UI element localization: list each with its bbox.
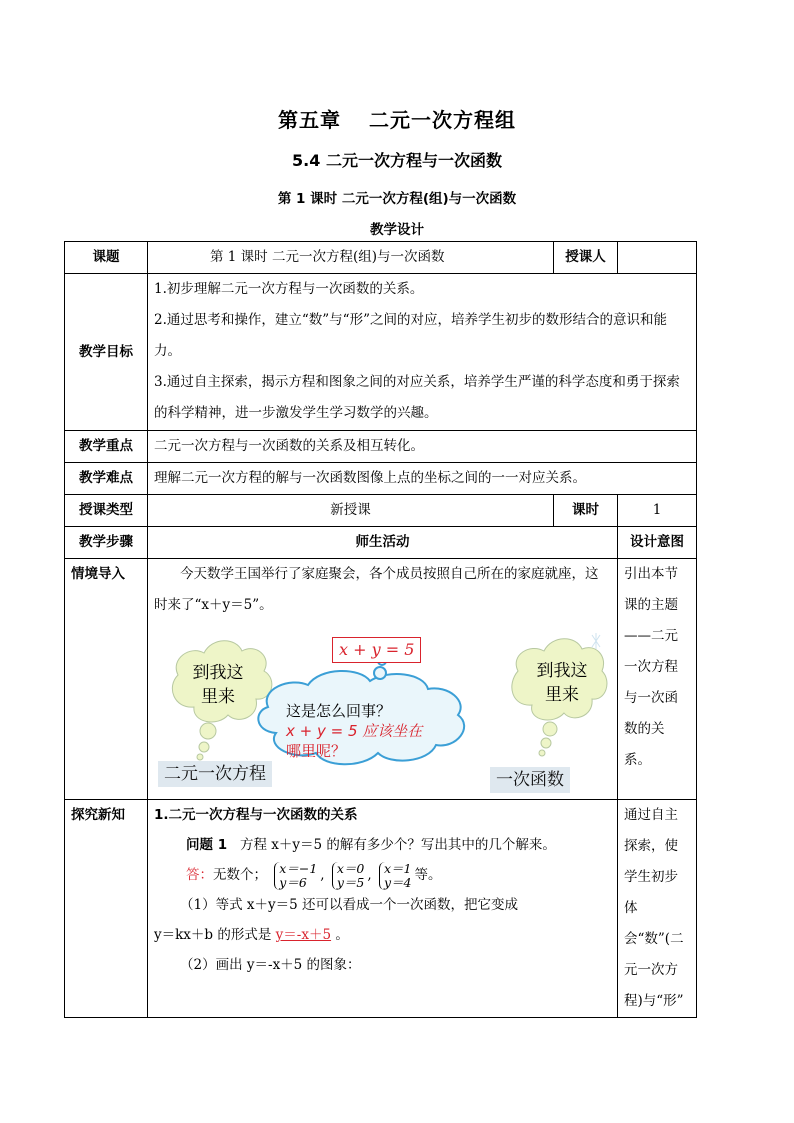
type-label: 授课类型 xyxy=(65,495,148,527)
answer-1: 答：无数个； x＝−1 y＝6 , x＝0 y＝5 , x＝1 y＝4 等。 xyxy=(186,860,442,890)
part-1-line-b xyxy=(154,920,611,950)
intro-label: 情境导入 xyxy=(65,559,148,800)
hours-label: 课时 xyxy=(554,495,618,527)
row-type xyxy=(65,495,697,527)
question-1 xyxy=(154,830,611,860)
solution-system-3 xyxy=(379,862,412,890)
left-cloud-text xyxy=(176,661,260,709)
intent-label: 设计意图 xyxy=(618,527,697,559)
right-caption: 一次函数 xyxy=(490,767,570,793)
solution-system-2 xyxy=(332,862,365,890)
question-1-label: 问题 1 xyxy=(186,837,228,853)
topic-label: 课题 xyxy=(65,242,148,274)
question-1-text: 方程 x＋y＝5 的解有多少个？写出其中的几个解来。 xyxy=(239,837,556,853)
difficulty-value: 理解二元一次方程的解与一次函数图像上点的坐标之间的一一对应关系。 xyxy=(148,463,697,495)
scene-illustration xyxy=(156,627,608,793)
speech-text xyxy=(286,701,422,761)
left-cloud-line-2: 里来 xyxy=(201,687,235,707)
part-2-text: （2）画出 y＝-x＋5 的图象： xyxy=(180,957,361,973)
explore-heading: 1.二元一次方程与一次函数的关系 xyxy=(154,807,358,823)
row-difficulty xyxy=(65,463,697,495)
system-2-x: x＝0 xyxy=(336,860,365,876)
intro-text: 今天数学王国举行了家庭聚会，各个成员按照自己所在的家庭就座，这时来了“x＋y＝5”。 xyxy=(154,566,599,613)
type-value: 新授课 xyxy=(148,495,554,527)
chapter-heading xyxy=(0,104,794,133)
key-value: 二元一次方程与一次函数的关系及相互转化。 xyxy=(148,431,697,463)
system-1-x: x＝−1 xyxy=(279,860,318,876)
answer-end: 等。 xyxy=(414,867,442,883)
row-explore xyxy=(65,800,697,1018)
objectives-label: 教学目标 xyxy=(65,274,148,431)
right-cloud-text xyxy=(520,659,604,707)
objective-2: 2.通过思考和操作，建立“数”与“形”之间的对应，培养学生初步的数形结合的意识和能力。 xyxy=(154,312,667,359)
right-cloud-line-1: 到我这 xyxy=(536,661,588,681)
chapter-title: 二元一次方程组 xyxy=(369,108,516,132)
hours-value: 1 xyxy=(618,495,697,527)
difficulty-label: 教学难点 xyxy=(65,463,148,495)
speech-line-2: x + y = 5 应该坐在 xyxy=(286,722,423,740)
part-1-line-a: （1）等式 x＋y＝5 还可以看成一个一次函数，把它变成 xyxy=(180,897,519,913)
system-1-y: y＝6 xyxy=(279,874,307,890)
part-1-answer: y＝-x＋5 xyxy=(275,927,332,943)
explore-label: 探究新知 xyxy=(65,800,148,1018)
right-cloud-line-2: 里来 xyxy=(545,685,579,705)
topic-value: 第 1 课时 二元一次方程(组)与一次函数 xyxy=(148,242,554,274)
speech-line-1: 这是怎么回事？ xyxy=(286,702,392,720)
chapter-number: 第五章 xyxy=(278,108,341,132)
left-cloud-line-1: 到我这 xyxy=(192,663,244,683)
part-1-text: y＝kx＋b 的形式是 xyxy=(154,927,272,943)
activities-label: 师生活动 xyxy=(148,527,618,559)
row-topic xyxy=(65,242,697,274)
speech-line-3: 哪里呢？ xyxy=(286,742,347,760)
row-intro xyxy=(65,559,697,800)
row-objectives xyxy=(65,274,697,431)
part-1-end: 。 xyxy=(335,927,349,943)
key-label: 教学重点 xyxy=(65,431,148,463)
equation-box: x + y = 5 xyxy=(332,637,421,663)
objective-3: 3.通过自主探索，揭示方程和图象之间的对应关系，培养学生严谨的科学态度和勇于探索的科学精神，进一步激发学生学习数学的兴趣。 xyxy=(154,374,680,421)
objective-1: 1.初步理解二元一次方程与一次函数的关系。 xyxy=(154,281,424,297)
left-caption: 二元一次方程 xyxy=(158,761,272,787)
intro-cell xyxy=(148,559,618,800)
section-heading: 5.4 二元一次方程与一次函数 xyxy=(292,151,502,170)
steps-label: 教学步骤 xyxy=(65,527,148,559)
explore-intent: 通过自主探索，使学生初步体会“数”(二元一次方程)与“形” xyxy=(618,800,697,1018)
lesson-heading: 第 1 课时 二元一次方程(组)与一次函数 xyxy=(277,191,517,207)
system-3-x: x＝1 xyxy=(383,860,412,876)
objectives-cell xyxy=(148,274,697,431)
system-3-y: y＝4 xyxy=(383,874,412,890)
answer-label: 答： xyxy=(186,867,213,883)
teacher-value xyxy=(618,242,697,274)
lesson-plan-table xyxy=(64,241,697,1018)
design-heading: 教学设计 xyxy=(370,222,424,238)
solution-system-1 xyxy=(274,862,317,890)
intro-intent: 引出本节课的主题——二元一次方程与一次函数的关系。 xyxy=(618,559,697,800)
explore-cell xyxy=(148,800,618,1018)
answer-text: 无数个； xyxy=(213,867,267,883)
system-2-y: y＝5 xyxy=(336,874,365,890)
row-headers xyxy=(65,527,697,559)
row-key-points xyxy=(65,431,697,463)
teacher-label: 授课人 xyxy=(554,242,618,274)
